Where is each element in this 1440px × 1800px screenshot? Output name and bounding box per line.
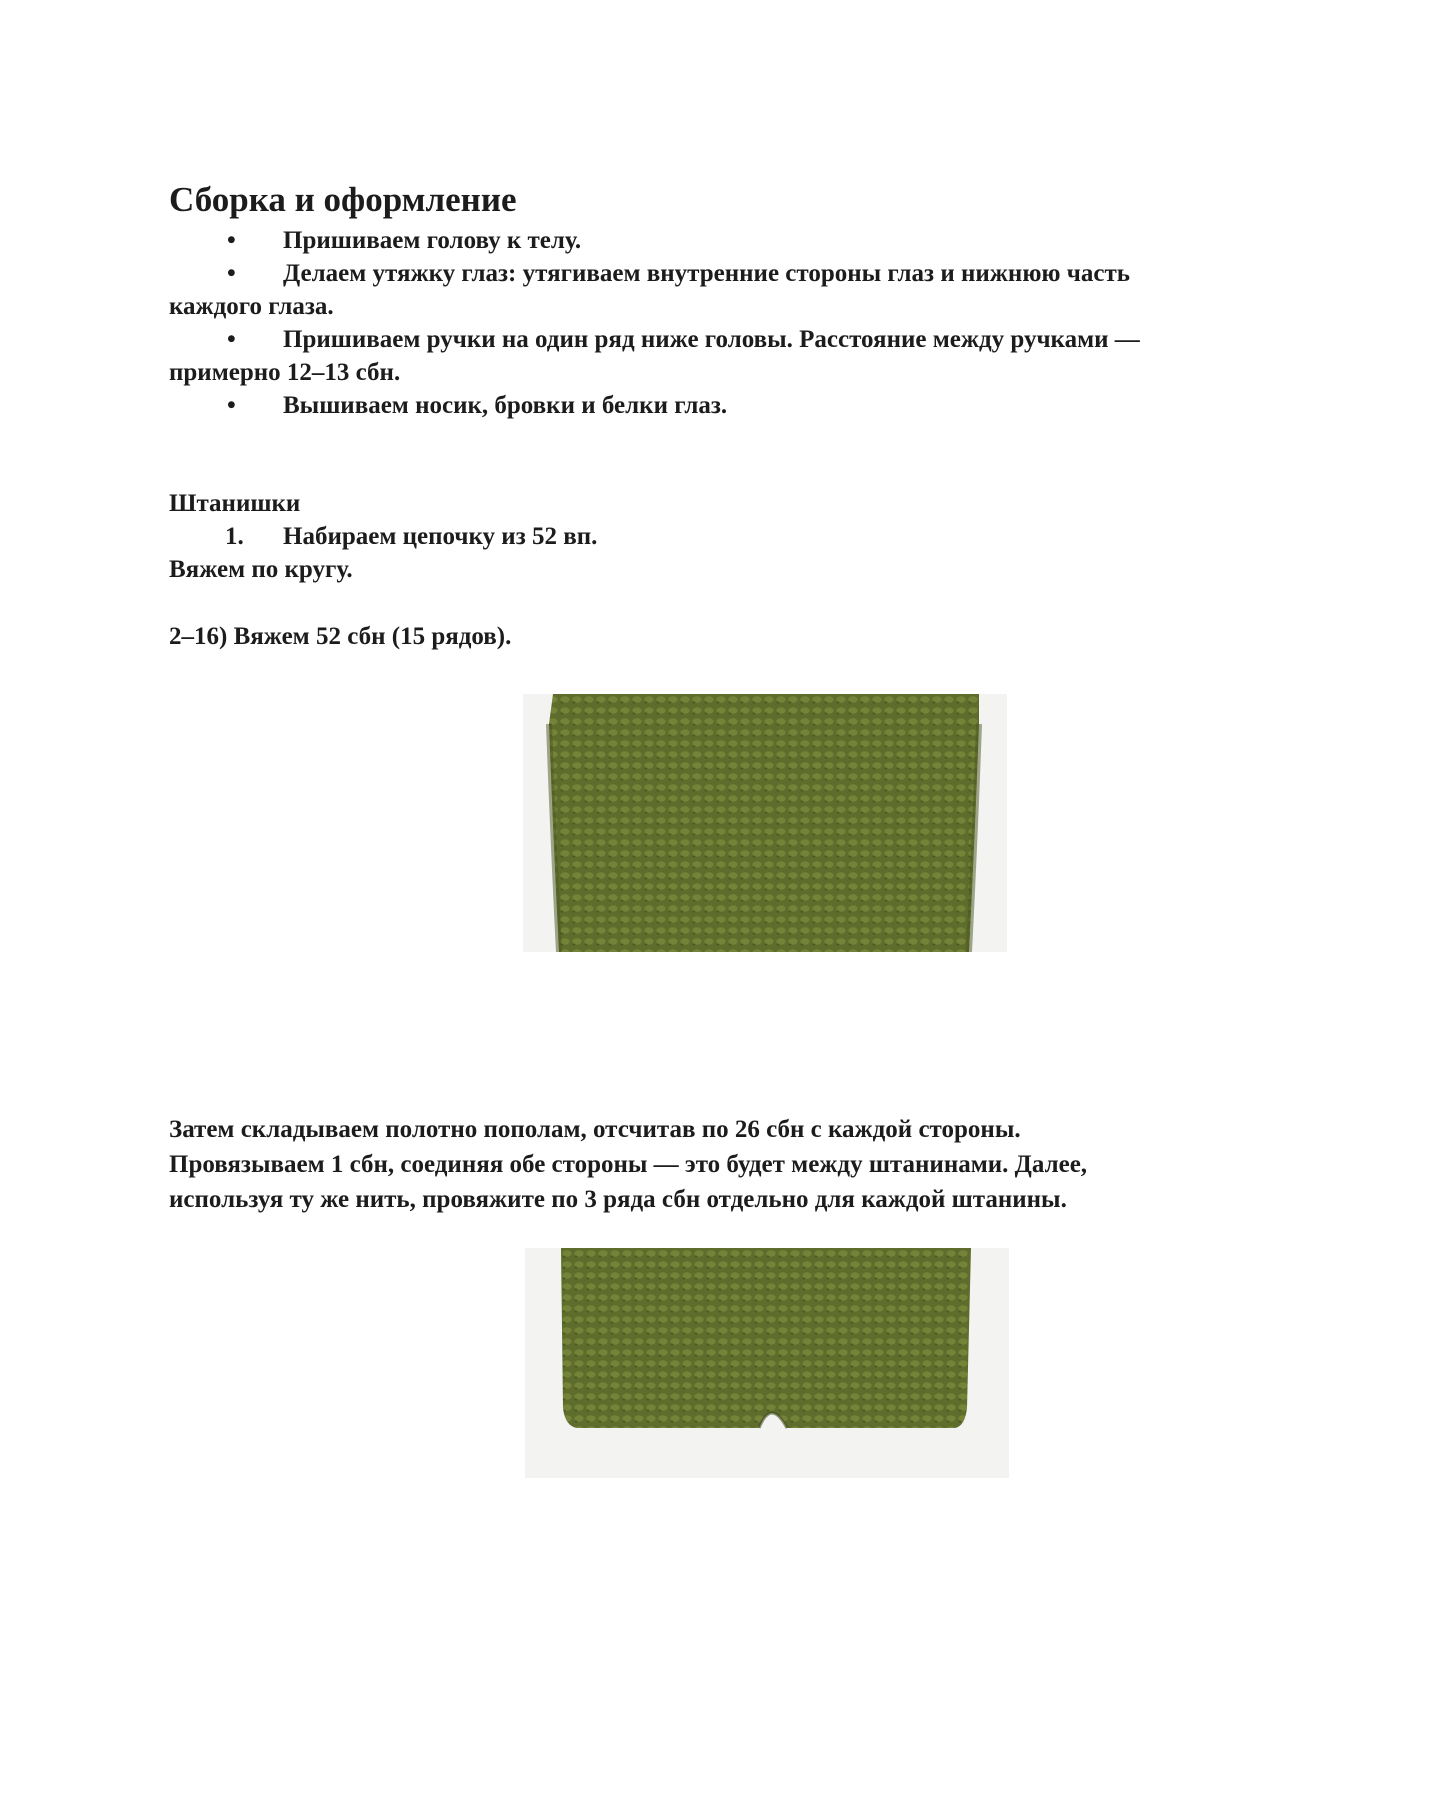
bullet-item-2 bbox=[169, 257, 1279, 323]
step-text: Набираем цепочку из 52 вп. bbox=[283, 523, 598, 550]
bullet-text: Пришиваем ручки на один ряд ниже головы. Расстояние между ручками — bbox=[283, 326, 1140, 353]
folding-instruction-paragraph bbox=[169, 1112, 1279, 1217]
bullet-icon: • bbox=[227, 392, 236, 419]
bullet-item-4 bbox=[169, 389, 1279, 422]
bullet-text: Пришиваем голову к телу. bbox=[283, 227, 582, 254]
bullet-item-3 bbox=[169, 323, 1279, 389]
paragraph-line-3: используя ту же нить, провяжите по 3 ряда сбн отдельно для каждой штанины. bbox=[169, 1186, 1067, 1213]
step-note: Вяжем по кругу. bbox=[169, 556, 353, 583]
bullet-icon: • bbox=[227, 260, 236, 287]
numbered-step-1 bbox=[169, 520, 1279, 553]
assembly-bullet-list bbox=[169, 224, 1279, 422]
knitted-pants-photo bbox=[525, 1248, 1009, 1478]
paragraph-line-2: Провязываем 1 сбн, соединяя обе стороны — это будет между штанинами. Далее, bbox=[169, 1151, 1088, 1178]
bullet-text: Делаем утяжку глаз: утягиваем внутренние стороны глаз и нижнюю часть bbox=[283, 260, 1130, 287]
knit-pants-illustration bbox=[525, 1248, 1009, 1478]
section-title-pants: Штанишки bbox=[169, 490, 301, 517]
step-number: 1. bbox=[225, 523, 244, 550]
rows-instruction: 2–16) Вяжем 52 сбн (15 рядов). bbox=[169, 623, 512, 650]
bullet-text: Вышиваем носик, бровки и белки глаз. bbox=[283, 392, 728, 419]
section-title-assembly: Сборка и оформление bbox=[169, 180, 517, 219]
bullet-item-1 bbox=[169, 224, 1279, 257]
pants-section bbox=[169, 487, 1279, 586]
knitted-fabric-photo bbox=[523, 694, 1007, 952]
bullet-icon: • bbox=[227, 326, 236, 353]
bullet-text-continued: примерно 12–13 сбн. bbox=[169, 359, 401, 386]
paragraph-line-1: Затем складываем полотно пополам, отсчитав по 26 сбн с каждой стороны. bbox=[169, 1116, 1021, 1143]
knit-tube-illustration bbox=[523, 694, 1007, 952]
bullet-text-continued: каждого глаза. bbox=[169, 293, 334, 320]
bullet-icon: • bbox=[227, 227, 236, 254]
